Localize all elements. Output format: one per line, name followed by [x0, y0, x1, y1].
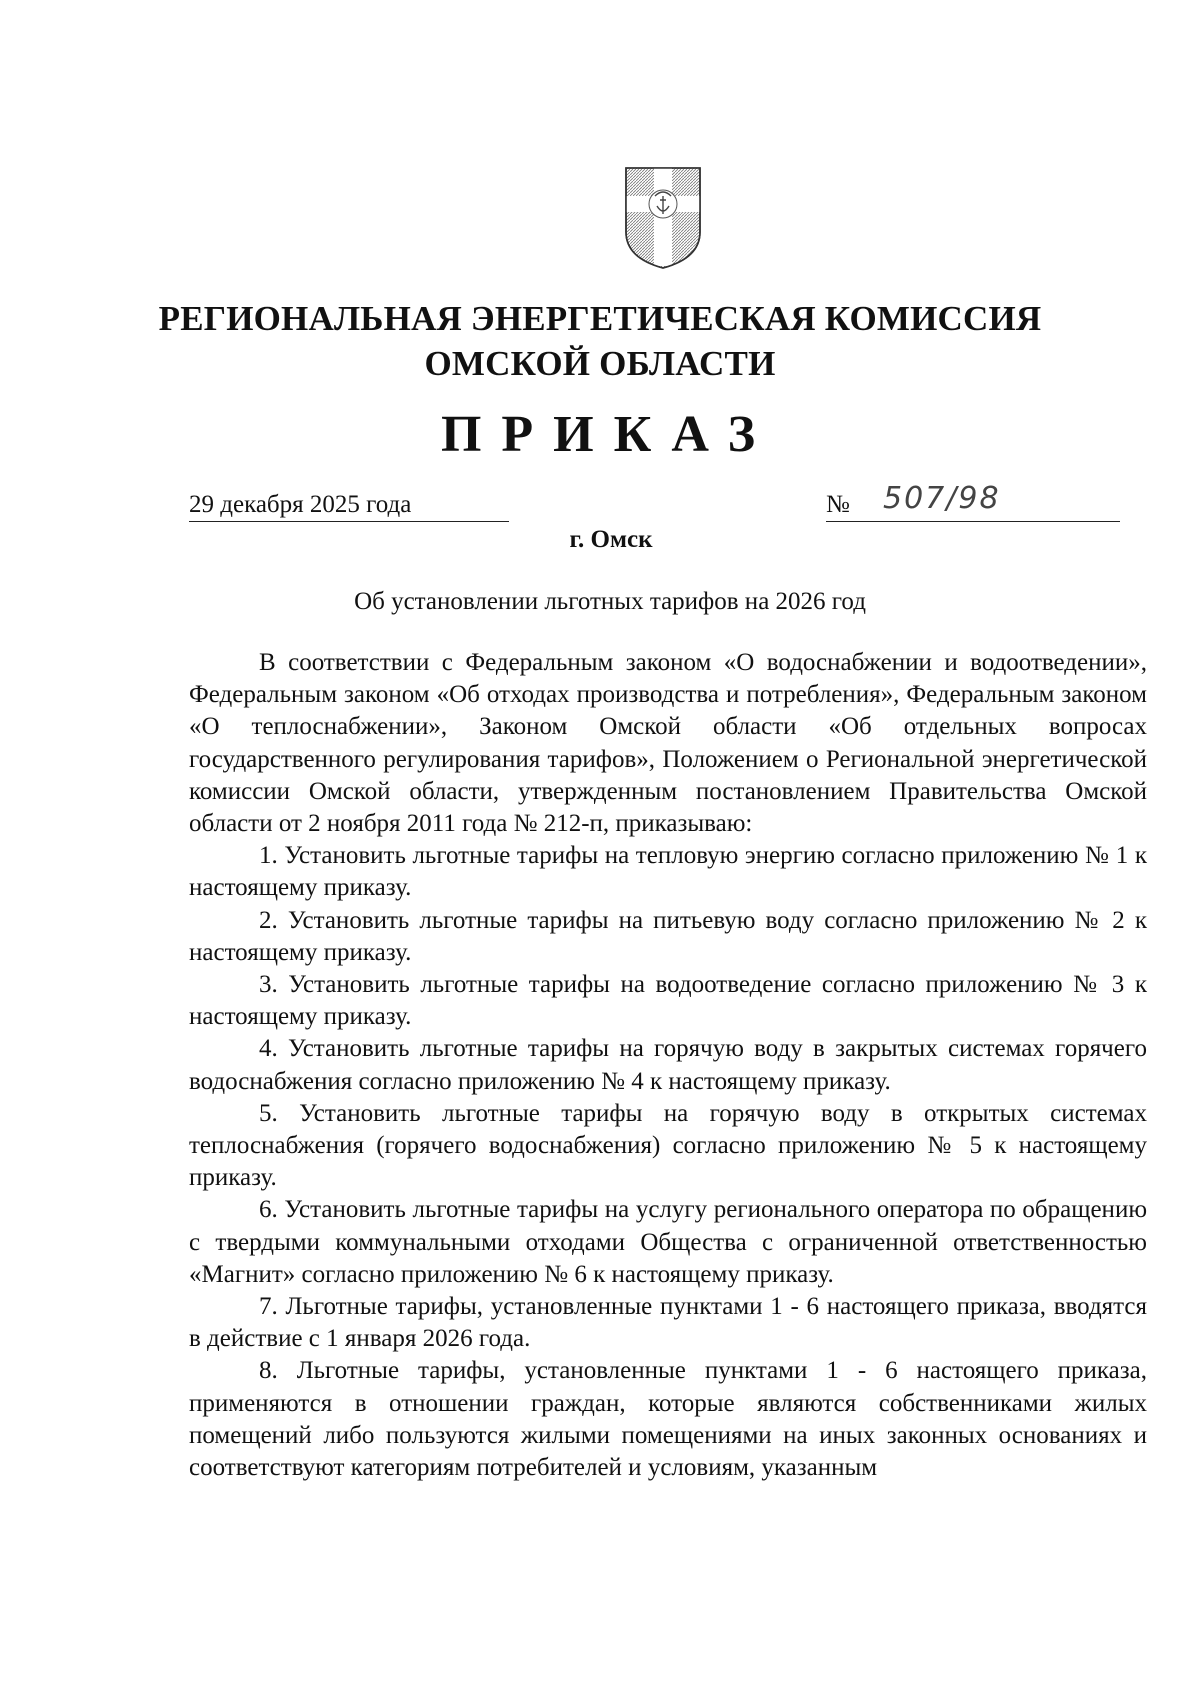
document-subject: Об установлении льготных тарифов на 2026 год	[354, 588, 866, 615]
order-item-5: 5. Установить льготные тарифы на горячую воду в открытых системах теплоснабжения (горячего водоснабжения) согласно приложению № 5 к настоящему приказу.	[189, 1099, 1147, 1192]
preamble-paragraph: В соответствии с Федеральным законом «О водоснабжении и водоотведении», Федеральным законом «Об отходах производства и потребления», Федеральным законом «О теплоснабжении», Законом Омской области «Об отдельных вопросах государственного регулирования тарифов», Положением о Региональной энергетической комиссии Омской области, утвержденным постановлением Правительства Омской области от 2 ноября 2011 года № 212-п, приказываю:	[189, 649, 1147, 838]
order-item-8: 8. Льготные тарифы, установленные пунктами 1 - 6 настоящего приказа, применяются в отношении граждан, которые являются собственниками жилых помещений либо пользуются жилыми помещениями на иных законных основаниях и соответствуют категориям потребителей и условиям, указанным	[189, 1357, 1147, 1482]
authority-line-1: РЕГИОНАЛЬНАЯ ЭНЕРГЕТИЧЕСКАЯ КОМИССИЯ	[158, 299, 1042, 338]
issuing-authority	[0, 296, 1200, 386]
number-sign: №	[826, 491, 850, 518]
order-item-4: 4. Установить льготные тарифы на горячую воду в закрытых системах горячего водоснабжения согласно приложению № 4 к настоящему приказу.	[189, 1035, 1147, 1095]
document-number	[826, 483, 1120, 522]
order-item-7: 7. Льготные тарифы, установленные пунктами 1 - 6 настоящего приказа, вводятся в действие с 1 января 2026 года.	[189, 1293, 1147, 1353]
coat-of-arms-icon	[624, 166, 702, 270]
order-item-1: 1. Установить льготные тарифы на тепловую энергию согласно приложению № 1 к настоящему приказу.	[189, 842, 1147, 902]
document-type-title: ПРИКАЗ	[440, 406, 776, 463]
order-item-6: 6. Установить льготные тарифы на услугу регионального оператора по обращению с твердыми коммунальными отходами Общества с ограниченной ответственностью «Магнит» согласно приложению № 6 к настоящему приказу.	[189, 1196, 1147, 1288]
document-date: 29 декабря 2025 года	[189, 489, 509, 522]
order-item-2: 2. Установить льготные тарифы на питьевую воду согласно приложению № 2 к настоящему приказу.	[189, 906, 1147, 966]
city: г. Омск	[569, 526, 653, 553]
order-item-3: 3. Установить льготные тарифы на водоотведение согласно приложению № 3 к настоящему приказу.	[189, 971, 1147, 1031]
document-body	[189, 647, 1147, 1484]
authority-line-2: ОМСКОЙ ОБЛАСТИ	[424, 344, 776, 383]
handwritten-number: 507/98	[883, 481, 1001, 516]
